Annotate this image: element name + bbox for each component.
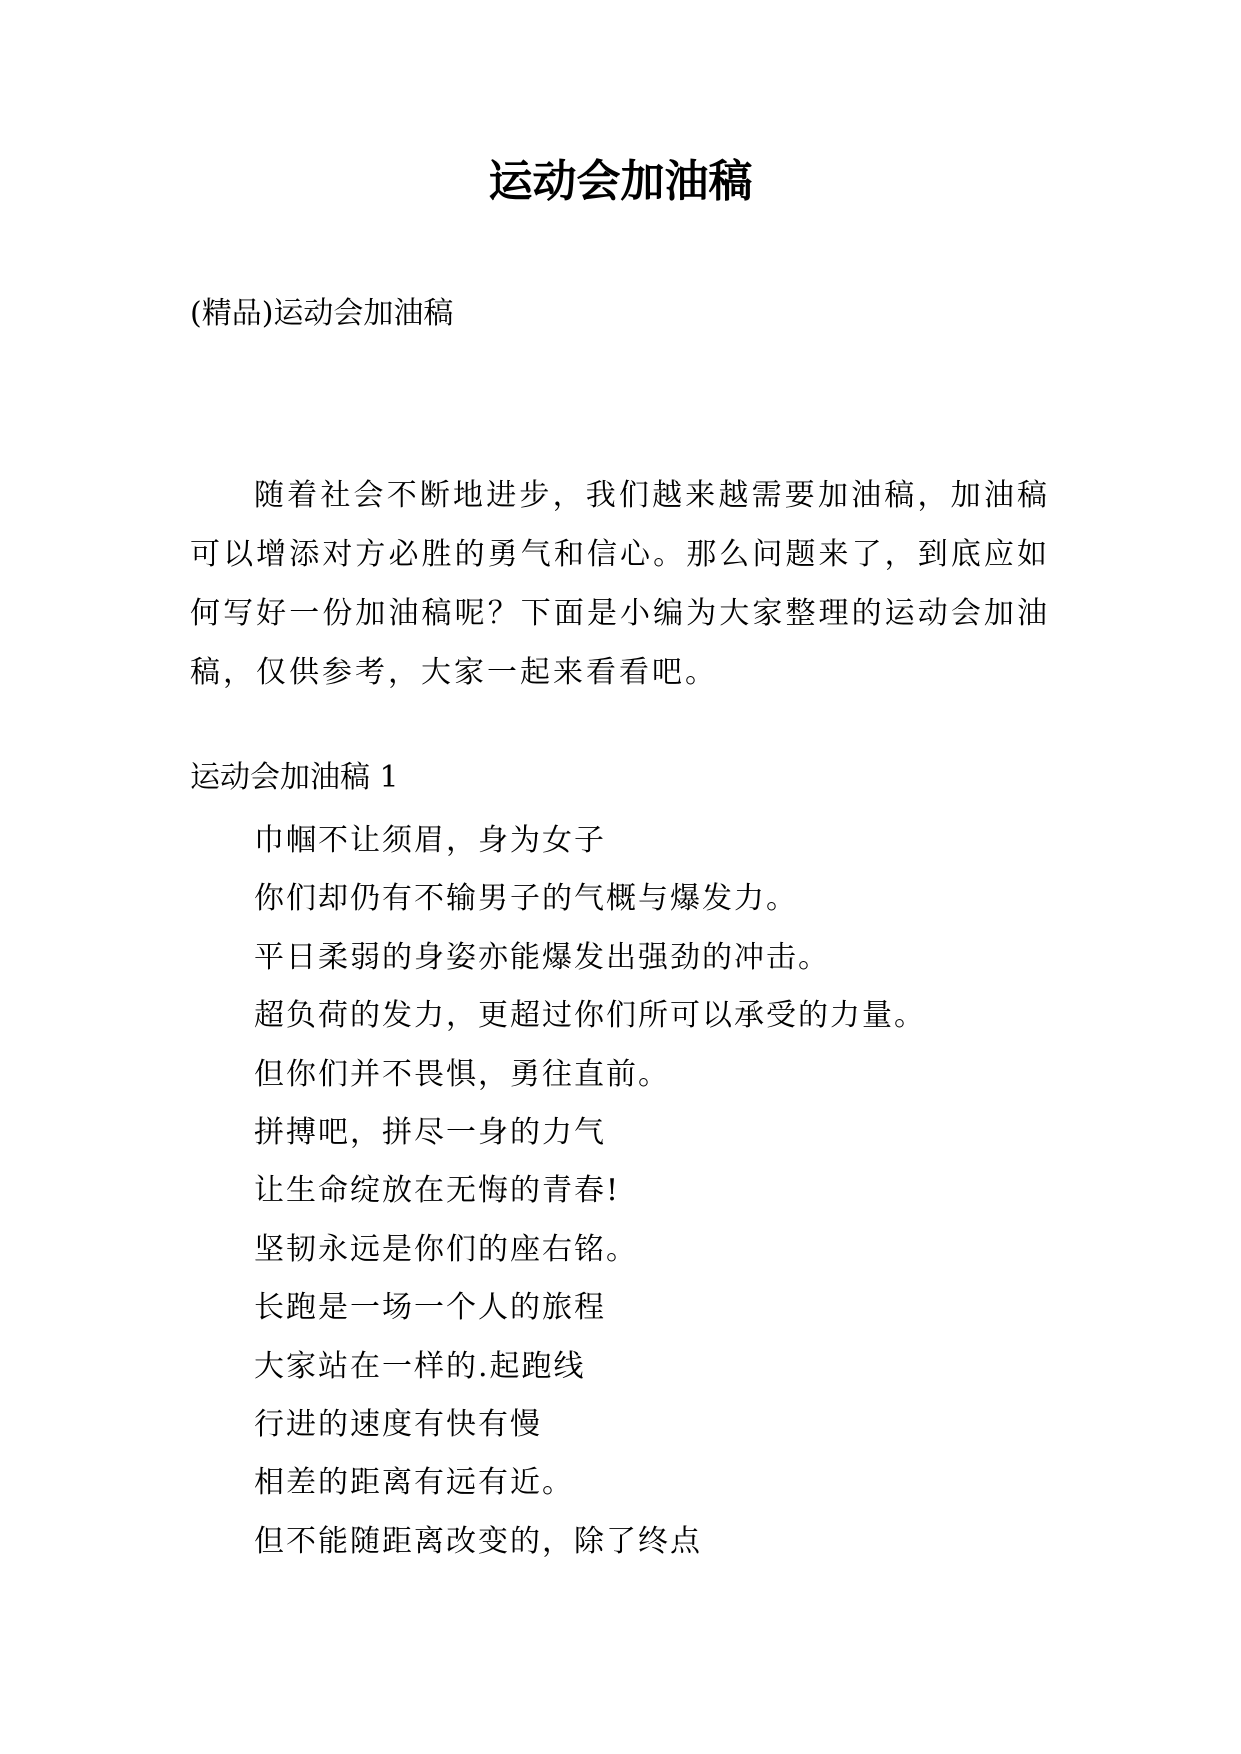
poem-line: 但你们并不畏惧，勇往直前。 <box>254 1056 670 1092</box>
poem-line: 但不能随距离改变的，除了终点 <box>254 1523 702 1559</box>
poem-line: 长跑是一场一个人的旅程 <box>254 1290 606 1326</box>
section-heading: 运动会加油稿 1 <box>190 760 399 795</box>
poem-line: 大家站在一样的.起跑线 <box>254 1348 586 1384</box>
intro-paragraph: 随着社会不断地进步，我们越来越需要加油稿，加油稿可以增添对方必胜的勇气和信心。那么问题来了，到底应如何写好一份加油稿呢？下面是小编为大家整理的运动会加油稿，仅供参考，大家一起来看看吧。 <box>190 478 1050 690</box>
poem-line: 行进的速度有快有慢 <box>254 1406 542 1442</box>
poem-line: 平日柔弱的身姿亦能爆发出强劲的冲击。 <box>254 939 830 975</box>
poem-line: 坚韧永远是你们的座右铭。 <box>254 1231 638 1267</box>
poem-line: 巾帼不让须眉，身为女子 <box>254 823 606 858</box>
poem-line: 你们却仍有不输男子的气概与爆发力。 <box>254 881 798 917</box>
poem-line: 拼搏吧，拼尽一身的力气 <box>254 1114 606 1150</box>
poem-line: 超负荷的发力，更超过你们所可以承受的力量。 <box>254 998 926 1034</box>
document-subtitle: (精品)运动会加油稿 <box>190 296 454 331</box>
poem-line: 让生命绽放在无悔的青春! <box>254 1173 621 1209</box>
page-title: 运动会加油稿 <box>488 156 753 207</box>
poem-line: 相差的距离有远有近。 <box>254 1465 574 1501</box>
poem-lines <box>254 812 926 1571</box>
